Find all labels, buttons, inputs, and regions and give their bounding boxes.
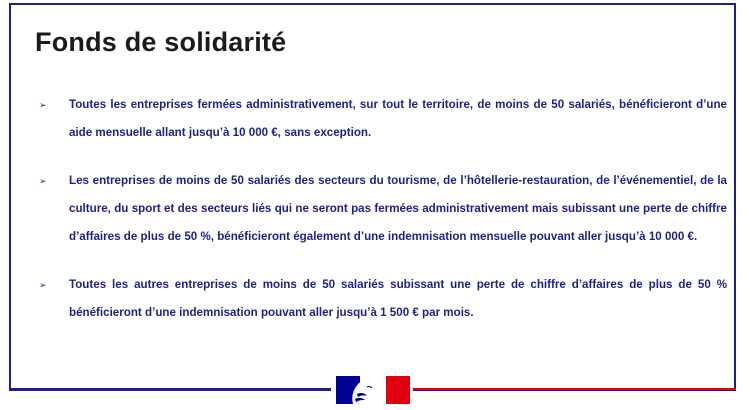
bullet-item: [37, 271, 727, 327]
bullet-text: Toutes les entreprises fermées administrativement, sur tout le territoire, de moins de 50 salariés, bénéficieront d’une aide mensuelle allant jusqu’à 10 000 €, sans exception.: [69, 98, 727, 139]
marianne-profile-icon: [331, 373, 413, 407]
slide-title: Fonds de solidarité: [35, 27, 287, 57]
bullet-item: [37, 167, 727, 251]
marianne-logo-icon: [331, 373, 413, 407]
arrowhead-bullet-icon: ➢: [39, 280, 47, 290]
arrowhead-bullet-icon: ➢: [39, 100, 47, 110]
bullet-list: [37, 91, 727, 327]
stripe-red: [373, 388, 737, 390]
slide-frame: [9, 3, 736, 391]
arrowhead-bullet-icon: ➢: [39, 176, 47, 186]
bullet-item: [37, 91, 727, 147]
stripe-blue: [9, 388, 373, 390]
bullet-text: Les entreprises de moins de 50 salariés des secteurs du tourisme, de l’hôtellerie-restauration, de l’événementiel, de la culture, du sport et des secteurs liés qui ne seront pas fermées administrativement mais subissant une perte de chiffre d’affaires de plus de 50 %, bénéficieront également d’une indemnisation mensuelle pouvant aller jusqu’à 10 000 €.: [69, 174, 727, 243]
bullet-text: Toutes les autres entreprises de moins de 50 salariés subissant une perte de chiffre d’affaires de plus de 50 % bénéficieront d’une indemnisation pouvant aller jusqu’à 1 500 € par mois.: [69, 278, 727, 319]
